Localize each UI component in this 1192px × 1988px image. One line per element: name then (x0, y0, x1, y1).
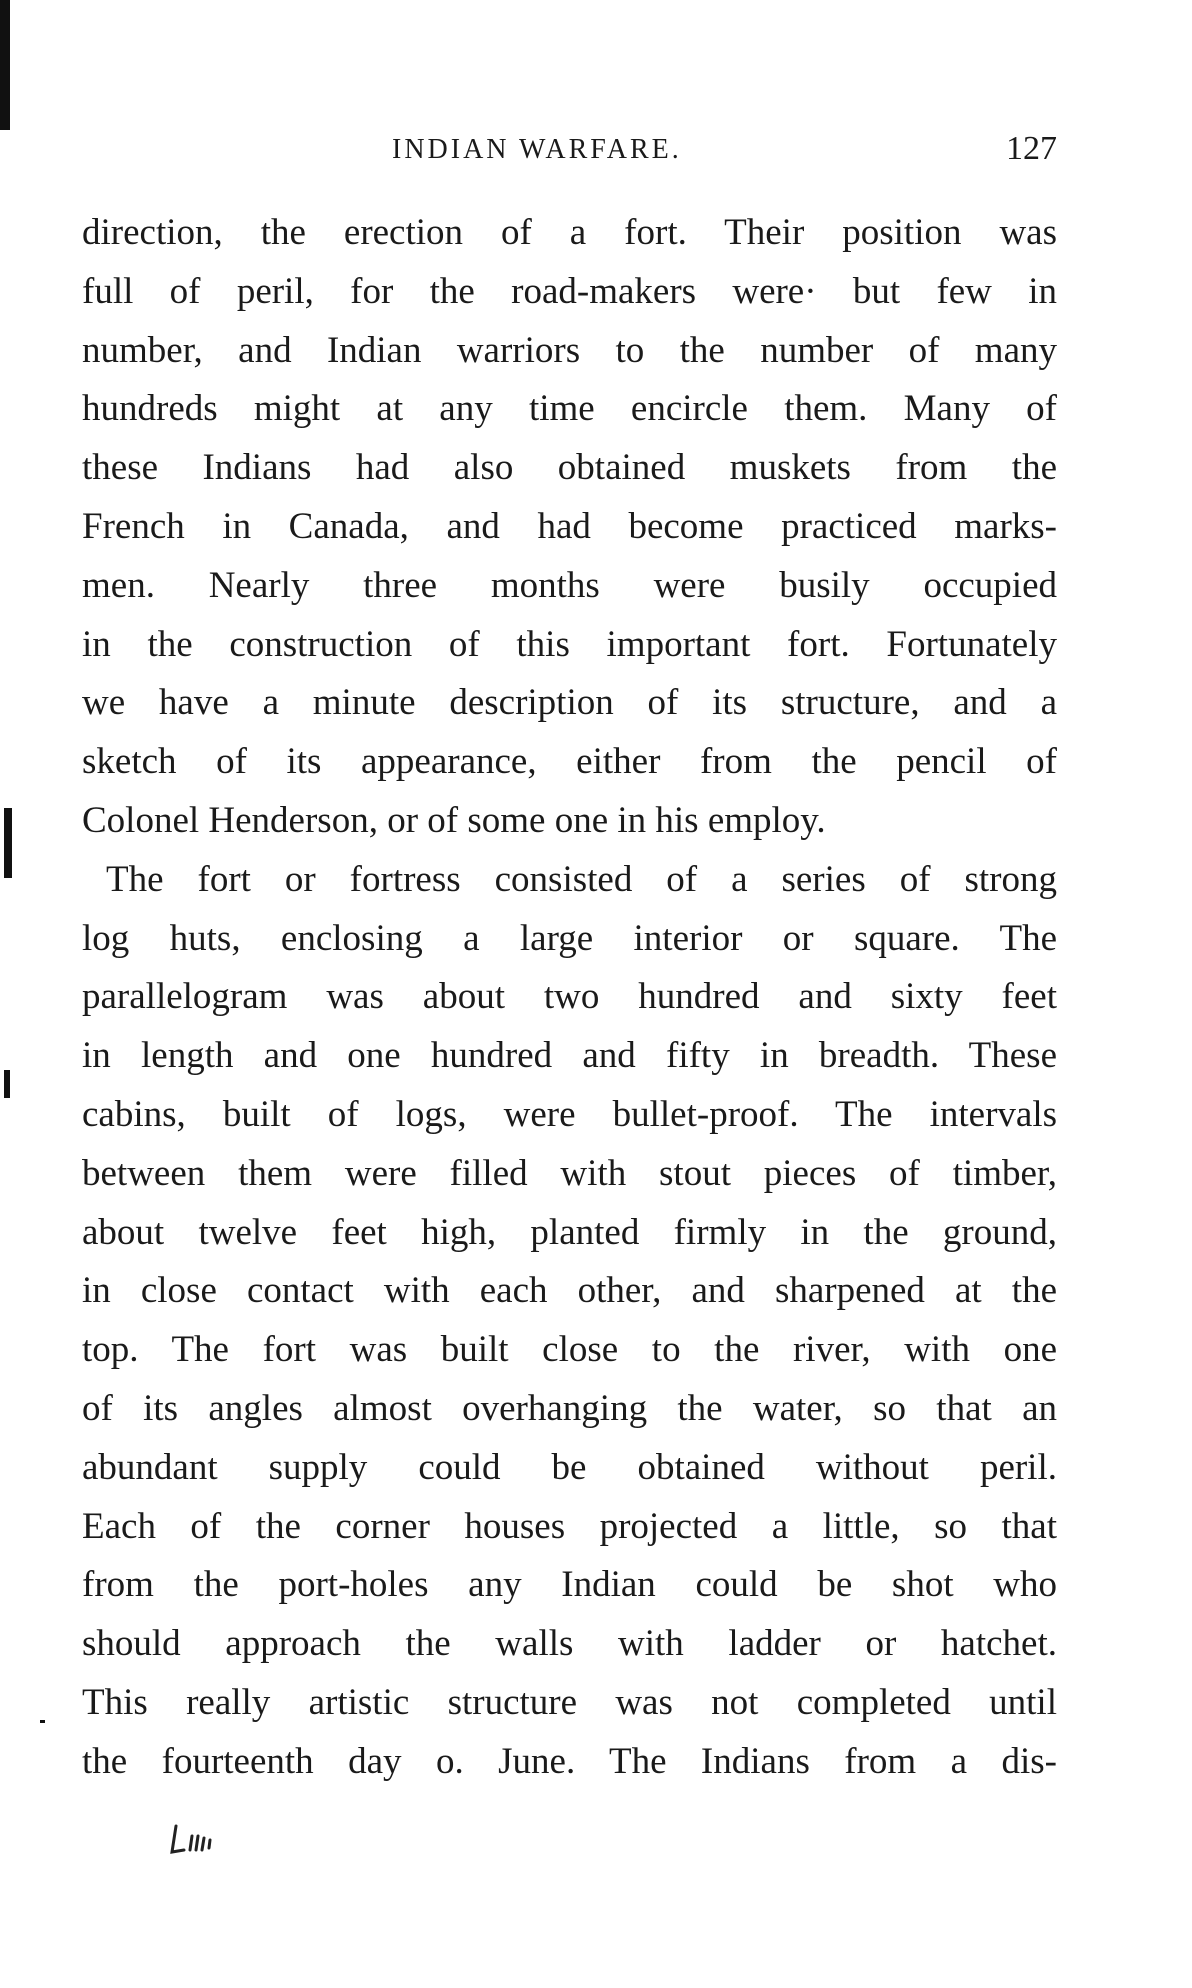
text-line: should approach the walls with ladder or hatchet. (82, 1623, 1057, 1665)
text-line: of its angles almost overhanging the water, so that an (82, 1387, 1057, 1429)
scan-edge-mark-mid (4, 808, 12, 878)
body-text (82, 204, 1057, 1792)
page-header (82, 128, 1057, 172)
text-line: number, and Indian warriors to the number of many (82, 329, 1057, 371)
handwritten-mark (170, 1818, 260, 1858)
paragraph-1 (82, 204, 1057, 851)
text-line: The fort or fortress consisted of a series of strong (106, 858, 1057, 900)
scan-edge-mark-top (0, 0, 10, 130)
page-number: 127 (1006, 130, 1057, 167)
text-line: French in Canada, and had become practiced marks- (82, 505, 1057, 547)
text-line: in the construction of this important fort. Fortunately (82, 623, 1057, 665)
text-line: between them were filled with stout pieces of timber, (82, 1152, 1057, 1194)
text-line: Colonel Henderson, or of some one in his employ. (82, 799, 826, 841)
text-line: in length and one hundred and fifty in breadth. These (82, 1035, 1057, 1077)
text-line: cabins, built of logs, were bullet-proof. The intervals (82, 1093, 1057, 1135)
text-line: the fourteenth day o. June. The Indians from a dis- (82, 1740, 1057, 1782)
text-line: these Indians had also obtained muskets from the (82, 447, 1057, 489)
text-line: men. Nearly three months were busily occupied (82, 564, 1057, 606)
text-line: we have a minute description of its structure, and a (82, 682, 1057, 724)
text-line: Each of the corner houses projected a little, so that (82, 1505, 1057, 1547)
text-line: log huts, enclosing a large interior or square. The (82, 917, 1057, 959)
text-line: in close contact with each other, and sharpened at the (82, 1270, 1057, 1312)
text-line: parallelogram was about two hundred and sixty feet (82, 976, 1057, 1018)
text-line: hundreds might at any time encircle them. Many of (82, 388, 1057, 430)
text-line: top. The fort was built close to the river, with one (82, 1329, 1057, 1371)
text-line: This really artistic structure was not completed until (82, 1681, 1057, 1723)
text-line: abundant supply could be obtained without peril. (82, 1446, 1057, 1488)
text-line: direction, the erection of a fort. Their position was (82, 212, 1057, 253)
running-head: INDIAN WARFARE. (392, 134, 682, 165)
scan-edge-mark-dot (40, 1720, 45, 1723)
scan-edge-mark-lower (4, 1070, 10, 1098)
text-line: sketch of its appearance, either from the pencil of (82, 741, 1057, 783)
paragraph-2 (82, 851, 1057, 1792)
text-line: full of peril, for the road-makers were· but few in (82, 270, 1057, 312)
text-line: from the port-holes any Indian could be shot who (82, 1564, 1057, 1606)
text-line: about twelve feet high, planted firmly in the ground, (82, 1211, 1057, 1253)
